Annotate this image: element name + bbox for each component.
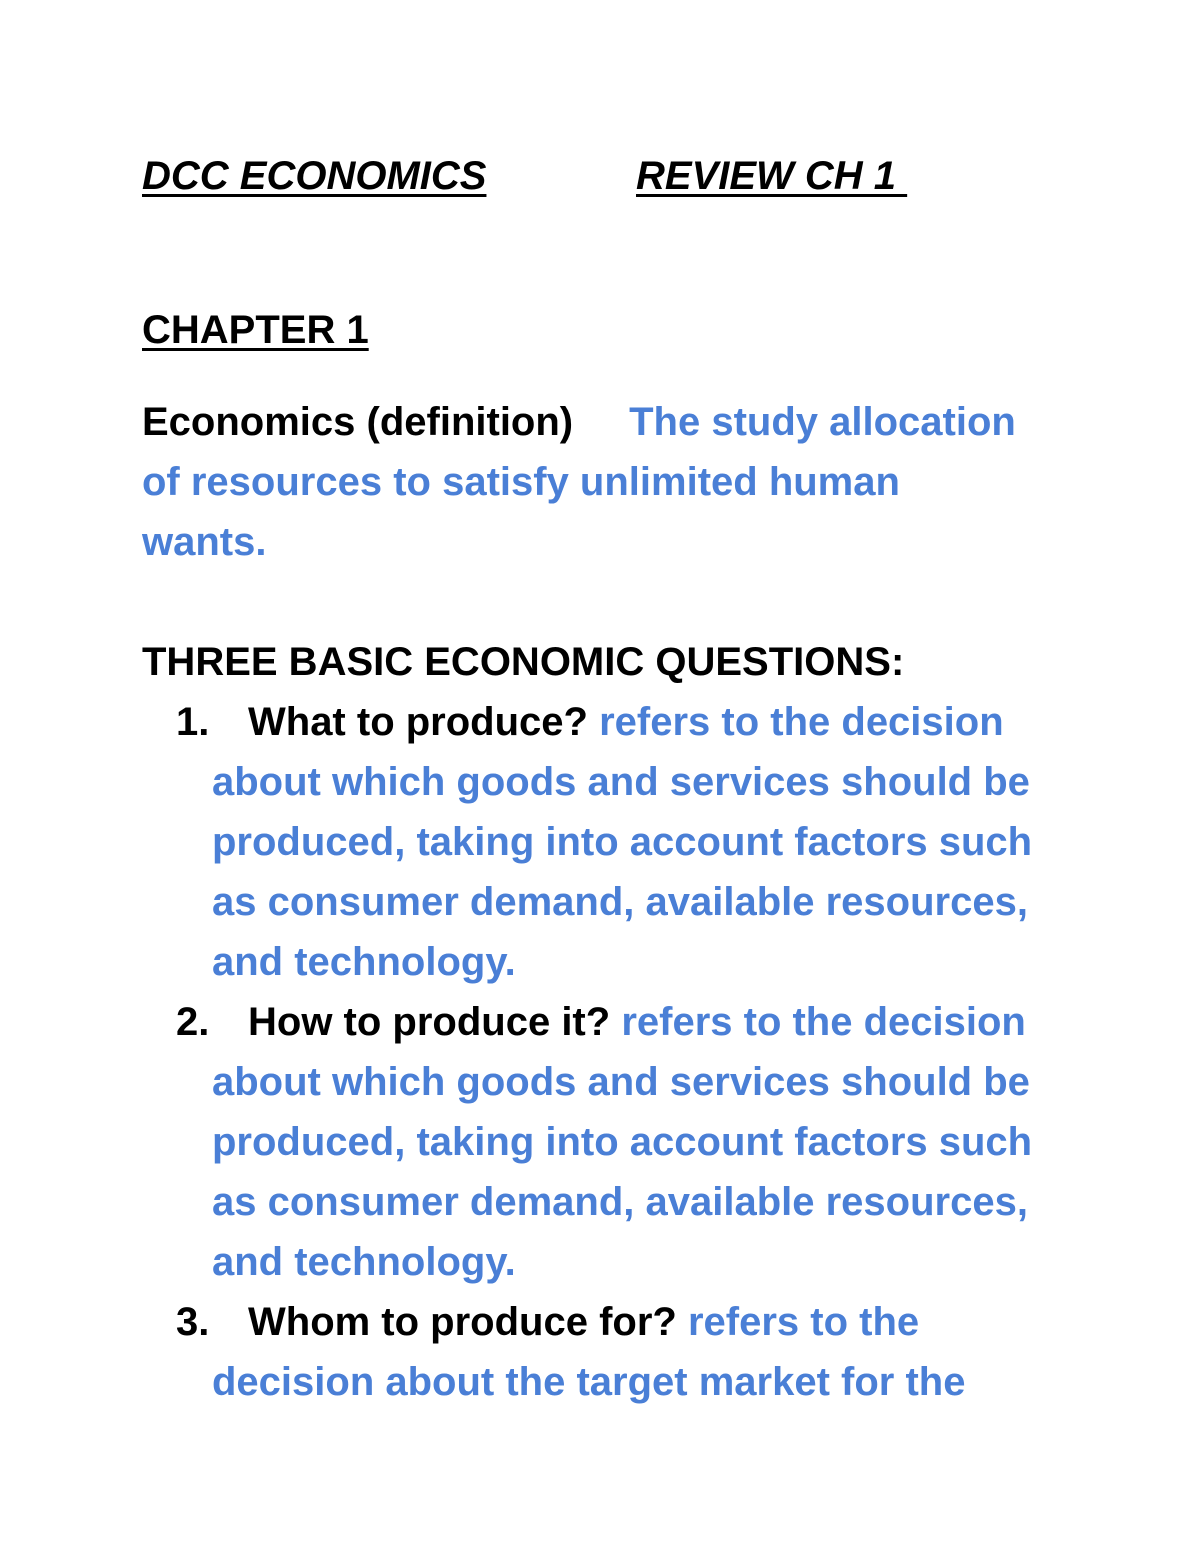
definition-term: Economics (definition)	[142, 400, 574, 444]
item-number: 1.	[176, 700, 210, 744]
review-title: REVIEW CH 1	[636, 154, 908, 198]
course-title: DCC ECONOMICS	[142, 154, 487, 198]
chapter-heading: CHAPTER 1	[142, 308, 369, 352]
question-text: How to produce it?	[248, 1000, 611, 1044]
list-item	[176, 992, 1076, 1292]
answer-text: refers to the decision about the target market for the	[212, 1300, 966, 1404]
item-number: 3.	[176, 1300, 210, 1344]
answer-text: refers to the decision about which goods and services should be produced, taking into account factors such as consumer demand, available resources, and technology.	[212, 1000, 1033, 1284]
question-text: What to produce?	[248, 700, 588, 744]
definition-paragraph	[142, 392, 1022, 572]
item-number: 2.	[176, 1000, 210, 1044]
question-text: Whom to produce for?	[248, 1300, 677, 1344]
list-item	[176, 692, 1076, 992]
definition-text: The study allocation of resources to satisfy unlimited human wants.	[142, 400, 1016, 564]
questions-list	[176, 692, 1076, 1412]
list-item	[176, 1292, 1076, 1412]
questions-heading: THREE BASIC ECONOMIC QUESTIONS:	[142, 640, 905, 684]
answer-text: refers to the decision about which goods and services should be produced, taking into account factors such as consumer demand, available resources, and technology.	[212, 700, 1033, 984]
